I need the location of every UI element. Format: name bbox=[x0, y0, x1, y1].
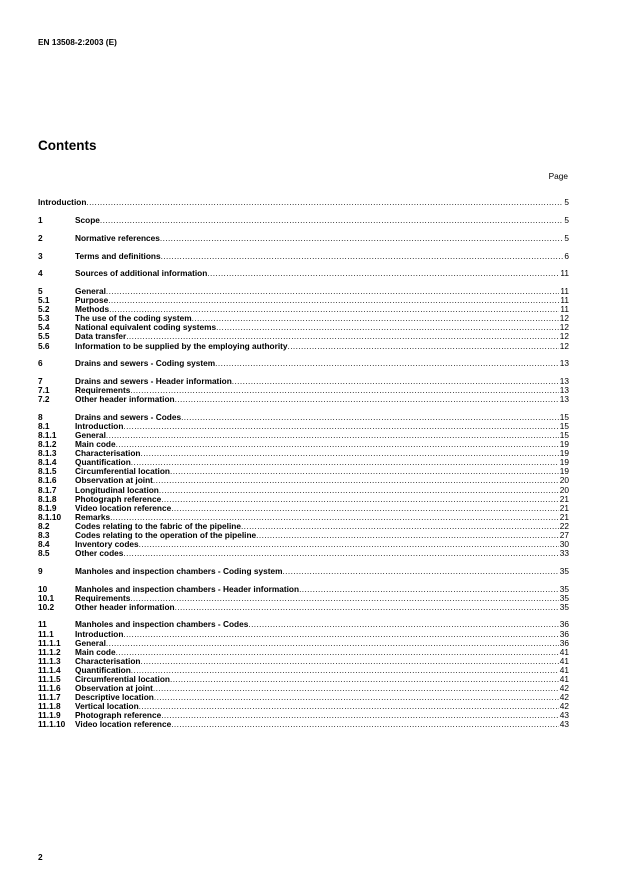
toc-entry-page: 19 bbox=[559, 466, 569, 477]
toc-entry-number: 5.3 bbox=[38, 313, 50, 324]
toc-entry-title: Quantification bbox=[75, 664, 131, 675]
toc-entry-number: 5.4 bbox=[38, 322, 50, 333]
toc-entry-number: 9 bbox=[38, 565, 43, 576]
page-number: 2 bbox=[38, 852, 43, 862]
toc-entry[interactable] bbox=[38, 234, 569, 243]
toc-entry-page: 42 bbox=[559, 700, 569, 711]
toc-entry-number: 8.1.6 bbox=[38, 475, 57, 486]
toc-entry-number: 11.1 bbox=[38, 628, 54, 639]
toc-entry-title: Requirements bbox=[75, 385, 131, 396]
toc-entry-title: Purpose bbox=[75, 295, 109, 306]
toc-entry[interactable] bbox=[38, 504, 569, 513]
toc-entry[interactable] bbox=[38, 252, 569, 261]
toc-dot-leader bbox=[161, 495, 559, 504]
toc-entry-number: 8.4 bbox=[38, 538, 50, 549]
toc-entry-page: 30 bbox=[559, 538, 569, 549]
page-column-label: Page bbox=[548, 171, 568, 181]
toc-entry-number: 11 bbox=[38, 619, 47, 630]
toc-dot-leader bbox=[181, 413, 559, 422]
toc-entry-title: Longitudinal location bbox=[75, 484, 159, 495]
toc-entry-page: 6 bbox=[564, 250, 569, 261]
toc-entry-page: 19 bbox=[559, 439, 569, 450]
toc-entry-page: 36 bbox=[559, 637, 569, 648]
toc-dot-leader bbox=[288, 342, 559, 351]
toc-entry-title: Requirements bbox=[75, 592, 131, 603]
toc-entry-title: Observation at joint bbox=[75, 475, 153, 486]
toc-entry-number: 5 bbox=[38, 286, 43, 297]
toc-entry-number: 10 bbox=[38, 583, 48, 594]
toc-entry-title: Remarks bbox=[75, 511, 111, 522]
toc-entry-page: 11 bbox=[560, 304, 569, 315]
toc-entry-title: National equivalent coding systems bbox=[75, 322, 217, 333]
toc-entry-number: 8.1.4 bbox=[38, 457, 57, 468]
toc-entry-page: 11 bbox=[560, 295, 569, 306]
toc-entry-title: Manholes and inspection chambers - Coding system bbox=[75, 565, 283, 576]
toc-dot-leader bbox=[154, 693, 559, 702]
toc-dot-leader bbox=[108, 296, 559, 305]
toc-entry-number: 2 bbox=[38, 232, 43, 243]
toc-entry-number: 5.2 bbox=[38, 304, 50, 315]
toc-entry-number: 11.1.2 bbox=[38, 646, 61, 657]
toc-entry-title: Codes relating to the operation of the pipeline bbox=[75, 529, 257, 540]
toc-entry-page: 19 bbox=[559, 448, 569, 459]
toc-dot-leader bbox=[170, 675, 559, 684]
toc-entry-page: 41 bbox=[559, 655, 569, 666]
toc-entry-page: 35 bbox=[559, 592, 569, 603]
toc-entry-page: 5 bbox=[564, 232, 569, 243]
toc-entry-number: 11.1.8 bbox=[38, 700, 61, 711]
toc-dot-leader bbox=[130, 386, 558, 395]
toc-entry-title: Circumferential location bbox=[75, 466, 170, 477]
toc-dot-leader bbox=[171, 720, 559, 729]
toc-dot-leader bbox=[248, 620, 558, 629]
toc-entry-title: Introduction bbox=[75, 421, 124, 432]
toc-entry-number: 7 bbox=[38, 376, 43, 387]
toc-dot-leader bbox=[123, 549, 558, 558]
toc-dot-leader bbox=[256, 531, 559, 540]
toc-dot-leader bbox=[153, 684, 559, 693]
document-header: EN 13508-2:2003 (E) bbox=[38, 37, 117, 47]
toc-dot-leader bbox=[123, 422, 558, 431]
toc-entry-number: 11.1.9 bbox=[38, 709, 61, 720]
toc-entry-page: 21 bbox=[559, 502, 569, 513]
toc-entry-page: 19 bbox=[559, 457, 569, 468]
toc-entry-title: Manholes and inspection chambers - Codes bbox=[75, 619, 249, 630]
toc-entry-number: 6 bbox=[38, 358, 43, 369]
toc-dot-leader bbox=[207, 269, 559, 278]
toc-entry-title: Drains and sewers - Codes bbox=[75, 412, 182, 423]
toc-entry-number: 11.1.10 bbox=[38, 718, 66, 729]
toc-entry-number: 8.1 bbox=[38, 421, 50, 432]
toc-dot-leader bbox=[140, 449, 558, 458]
toc-entry-number: 4 bbox=[38, 268, 43, 279]
toc-entry-number: 5.5 bbox=[38, 331, 50, 342]
toc-entry-page: 21 bbox=[559, 511, 569, 522]
toc-entry-title: Inventory codes bbox=[75, 538, 139, 549]
toc-dot-leader bbox=[299, 585, 559, 594]
toc-entry-page: 12 bbox=[559, 331, 569, 342]
toc-entry-title: Terms and definitions bbox=[75, 250, 161, 261]
toc-entry-title: Characterisation bbox=[75, 655, 141, 666]
toc-dot-leader bbox=[153, 476, 559, 485]
toc-entry[interactable] bbox=[38, 287, 569, 296]
toc-entry-page: 13 bbox=[559, 376, 569, 387]
toc-entry-title: Main code bbox=[75, 646, 116, 657]
toc-dot-leader bbox=[192, 314, 559, 323]
toc-entry-page: 15 bbox=[559, 421, 569, 432]
toc-entry-page: 12 bbox=[559, 340, 569, 351]
toc-entry-number: 11.1.5 bbox=[38, 673, 61, 684]
toc-dot-leader bbox=[161, 711, 559, 720]
toc-entry-page: 13 bbox=[559, 385, 569, 396]
toc-entry-title: Descriptive location bbox=[75, 691, 154, 702]
toc-dot-leader bbox=[100, 216, 563, 225]
toc-entry-title: The use of the coding system bbox=[75, 313, 192, 324]
toc-entry-number: 8.1.3 bbox=[38, 448, 57, 459]
toc-entry-number: 8 bbox=[38, 412, 43, 423]
toc-dot-leader bbox=[170, 467, 559, 476]
toc-entry-page: 15 bbox=[559, 412, 569, 423]
toc-dot-leader bbox=[123, 630, 558, 639]
toc-entry[interactable] bbox=[38, 395, 569, 404]
toc-dot-leader bbox=[106, 639, 559, 648]
toc-entry-page: 11 bbox=[560, 286, 569, 297]
toc-entry-number: 8.1.10 bbox=[38, 511, 62, 522]
toc-entry-page: 43 bbox=[559, 718, 569, 729]
toc-entry-title: Introduction bbox=[75, 628, 124, 639]
toc-dot-leader bbox=[139, 540, 559, 549]
toc-dot-leader bbox=[159, 486, 559, 495]
toc-entry-number: 10.1 bbox=[38, 592, 55, 603]
toc-dot-leader bbox=[175, 395, 559, 404]
toc-dot-leader bbox=[232, 377, 559, 386]
toc-entry-title: Codes relating to the fabric of the pipeline bbox=[75, 520, 241, 531]
toc-entry-title: Methods bbox=[75, 304, 110, 315]
toc-entry-page: 20 bbox=[559, 484, 569, 495]
toc-entry-page: 13 bbox=[559, 358, 569, 369]
toc-entry-title: Normative references bbox=[75, 232, 160, 243]
toc-entry-title: Introduction bbox=[38, 197, 87, 207]
toc-entry-number: 11.1.7 bbox=[38, 691, 61, 702]
toc-entry-page: 11 bbox=[560, 268, 569, 279]
toc-entry-number: 11.1.6 bbox=[38, 682, 61, 693]
toc-entry-number: 8.2 bbox=[38, 520, 50, 531]
toc-entry[interactable] bbox=[38, 422, 569, 431]
toc-entry-title: Sources of additional information bbox=[75, 268, 208, 279]
toc-dot-leader bbox=[171, 504, 559, 513]
toc-dot-leader bbox=[282, 567, 558, 576]
toc-entry[interactable] bbox=[38, 603, 569, 612]
toc-dot-leader bbox=[139, 702, 559, 711]
toc-entry-number: 11.1.3 bbox=[38, 655, 61, 666]
toc-dot-leader bbox=[86, 198, 563, 207]
toc-entry-title: Manholes and inspection chambers - Header information bbox=[75, 583, 300, 594]
toc-entry-page: 43 bbox=[559, 709, 569, 720]
contents-title: Contents bbox=[38, 138, 97, 153]
toc-entry[interactable] bbox=[38, 269, 569, 278]
toc-entry[interactable] bbox=[38, 216, 569, 225]
toc-entry-title: General bbox=[75, 286, 106, 297]
toc-entry-title: General bbox=[75, 430, 106, 441]
toc-entry-number: 8.1.9 bbox=[38, 502, 57, 513]
toc-entry-title: Photograph reference bbox=[75, 709, 162, 720]
toc-entry-number: 3 bbox=[38, 250, 43, 261]
table-of-contents bbox=[38, 198, 569, 729]
toc-entry-page: 12 bbox=[559, 322, 569, 333]
toc-entry-title: Scope bbox=[75, 214, 100, 225]
toc-entry[interactable] bbox=[38, 431, 569, 440]
toc-entry-page: 22 bbox=[559, 520, 569, 531]
toc-dot-leader bbox=[175, 603, 559, 612]
toc-dot-leader bbox=[131, 666, 559, 675]
toc-entry-number: 1 bbox=[38, 214, 43, 225]
toc-entry-page: 41 bbox=[559, 646, 569, 657]
toc-dot-leader bbox=[116, 440, 559, 449]
toc-entry-title: Photograph reference bbox=[75, 493, 162, 504]
toc-entry-title: Drains and sewers - Header information bbox=[75, 376, 232, 387]
toc-entry-title: Quantification bbox=[75, 457, 131, 468]
toc-entry[interactable] bbox=[38, 342, 569, 351]
toc-entry-page: 20 bbox=[559, 475, 569, 486]
toc-entry-title: Vertical location bbox=[75, 700, 139, 711]
toc-dot-leader bbox=[106, 287, 559, 296]
toc-entry-page: 15 bbox=[559, 430, 569, 441]
toc-entry-page: 35 bbox=[559, 601, 569, 612]
toc-dot-leader bbox=[215, 359, 559, 368]
toc-dot-leader bbox=[131, 458, 559, 467]
toc-entry-title: Information to be supplied by the employing authority bbox=[75, 340, 288, 351]
toc-entry[interactable] bbox=[38, 296, 569, 305]
toc-entry-page: 12 bbox=[559, 313, 569, 324]
toc-dot-leader bbox=[160, 234, 564, 243]
toc-entry-title: Observation at joint bbox=[75, 682, 153, 693]
toc-entry[interactable] bbox=[38, 549, 569, 558]
toc-dot-leader bbox=[216, 323, 559, 332]
toc-entry-page: 41 bbox=[559, 673, 569, 684]
toc-dot-leader bbox=[241, 522, 559, 531]
toc-entry-number: 8.5 bbox=[38, 547, 50, 558]
toc-entry-number: 8.1.7 bbox=[38, 484, 57, 495]
toc-entry-page: 33 bbox=[559, 547, 569, 558]
toc-entry-title: Main code bbox=[75, 439, 116, 450]
toc-entry-title: Circumferential location bbox=[75, 673, 170, 684]
toc-dot-leader bbox=[161, 252, 564, 261]
toc-entry-page: 27 bbox=[559, 529, 569, 540]
toc-entry-title: Video location reference bbox=[75, 502, 172, 513]
toc-entry[interactable] bbox=[38, 630, 569, 639]
toc-entry[interactable] bbox=[38, 198, 569, 207]
toc-entry-number: 11.1.1 bbox=[38, 637, 61, 648]
toc-entry-number: 8.1.1 bbox=[38, 430, 57, 441]
toc-entry-page: 42 bbox=[559, 682, 569, 693]
toc-entry-title: Other header information bbox=[75, 394, 175, 405]
toc-entry-number: 8.1.8 bbox=[38, 493, 57, 504]
toc-entry-page: 36 bbox=[559, 619, 569, 630]
toc-entry-number: 8.3 bbox=[38, 529, 50, 540]
toc-dot-leader bbox=[130, 594, 558, 603]
toc-entry[interactable] bbox=[38, 720, 569, 729]
toc-entry-title: Other header information bbox=[75, 601, 175, 612]
toc-entry-number: 5.6 bbox=[38, 340, 50, 351]
toc-entry-number: 7.2 bbox=[38, 394, 50, 405]
toc-entry-page: 5 bbox=[564, 197, 569, 207]
toc-entry-page: 41 bbox=[559, 664, 569, 675]
toc-entry-page: 35 bbox=[559, 583, 569, 594]
toc-entry[interactable] bbox=[38, 359, 569, 368]
toc-entry-number: 10.2 bbox=[38, 601, 55, 612]
toc-entry-page: 13 bbox=[559, 394, 569, 405]
toc-dot-leader bbox=[116, 648, 559, 657]
toc-entry-number: 7.1 bbox=[38, 385, 50, 396]
toc-entry-number: 8.1.2 bbox=[38, 439, 57, 450]
toc-entry-title: General bbox=[75, 637, 106, 648]
toc-entry-title: Other codes bbox=[75, 547, 124, 558]
toc-entry-page: 5 bbox=[564, 214, 569, 225]
toc-entry[interactable] bbox=[38, 639, 569, 648]
toc-entry-title: Drains and sewers - Coding system bbox=[75, 358, 216, 369]
toc-entry-page: 35 bbox=[559, 565, 569, 576]
toc-entry-number: 8.1.5 bbox=[38, 466, 57, 477]
toc-entry-page: 36 bbox=[559, 628, 569, 639]
toc-entry-page: 42 bbox=[559, 691, 569, 702]
toc-dot-leader bbox=[106, 431, 559, 440]
toc-entry-number: 5.1 bbox=[38, 295, 50, 306]
toc-entry-title: Data transfer bbox=[75, 331, 127, 342]
toc-entry-number: 11.1.4 bbox=[38, 664, 61, 675]
toc-entry[interactable] bbox=[38, 567, 569, 576]
toc-entry-page: 21 bbox=[559, 493, 569, 504]
toc-entry-title: Video location reference bbox=[75, 718, 172, 729]
toc-entry-title: Characterisation bbox=[75, 448, 141, 459]
toc-dot-leader bbox=[140, 657, 558, 666]
